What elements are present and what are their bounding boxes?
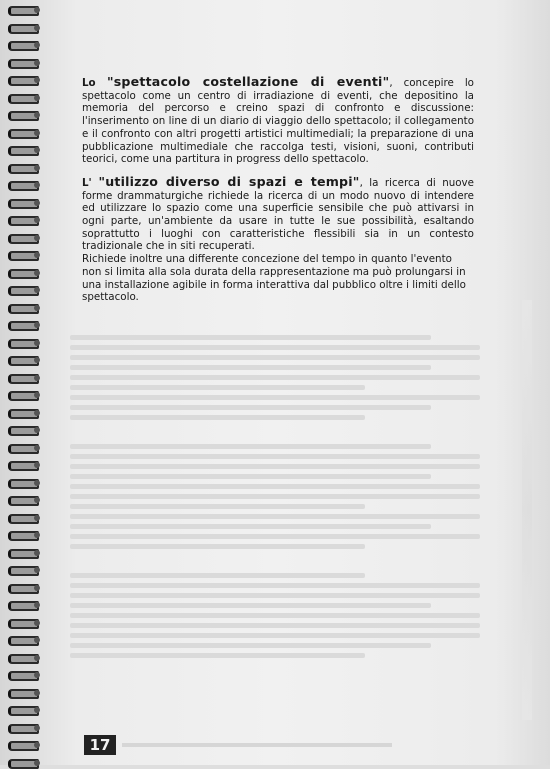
binding-ring [8,76,38,85]
paragraph-lead [82,173,360,189]
binding-ring [8,129,38,138]
binding-ring [8,584,38,593]
binding-ring [8,444,38,453]
binding-ring [8,251,38,260]
footer-rule [122,743,392,747]
binding-ring [8,146,38,155]
binding-ring [8,636,38,645]
paragraph-body: , concepire lo spettacolo come un centro di irradiazione di eventi, che depositino la memoria del percorso e creino spazi di confronto e discussione: l'inserimento on line di un diario di viaggio dello spettacolo; il collegamento e il confronto con altri progetti artistici multimediali; la preparazione di una pubblicazione multimediale che raccolga testi, visioni, suoni, contributi teorici, come una partitura in progress dello spettacolo. [82,77,474,166]
binding-ring [8,409,38,418]
binding-ring [8,566,38,575]
binding-ring [8,461,38,470]
binding-ring [8,41,38,50]
binding-ring [8,24,38,33]
binding-ring [8,164,38,173]
binding-ring [8,356,38,365]
binding-ring [8,321,38,330]
lead-title: "utilizzo diverso di spazi e tempi" [98,173,360,189]
binding-ring [8,199,38,208]
binding-ring [8,724,38,733]
paragraph-lead [82,74,390,89]
binding-ring [8,339,38,348]
paragraph-continuation: Richiede inoltre una differente concezione del tempo in quanto l'evento non si limita alla sola durata della rappresentazione ma può prolungarsi in una installazione agibile in forma interattiva dal pubblico oltre i limiti dello spettacolo. [82,253,466,304]
binding-ring [8,94,38,103]
binding-ring [8,496,38,505]
binding-ring [8,286,38,295]
binding-ring [8,601,38,610]
paragraph-utilizzo-spazi-tempi [82,173,474,304]
binding-ring [8,304,38,313]
page-number: 17 [84,735,116,755]
binding-ring [8,234,38,243]
binding-ring [8,619,38,628]
binding-ring [8,216,38,225]
binding-ring [8,531,38,540]
binding-ring [8,111,38,120]
bleed-through-text [70,330,480,663]
binding-ring [8,374,38,383]
binding-ring [8,59,38,68]
paragraph-body: , la ricerca di nuove forme drammaturgiche richiede la ricerca di un modo nuovo di intendere ed utilizzare lo spazio come una superficie sensibile che può attivarsi in ogni parte, un'ambiente da usare in tutte le sue possibilità, esaltando soprattutto i luoghi con caratteristiche flessibili sia in un contesto tradizionale che in siti recuperati. [82,176,474,253]
binding-ring [8,426,38,435]
binding-ring [8,741,38,750]
page-edge-shadow [522,300,532,720]
lead-title: "spettacolo costellazione di eventi" [106,74,390,89]
lead-prefix: Lo [82,77,107,89]
binding-ring [8,654,38,663]
binding-ring [8,671,38,680]
binding-ring [8,549,38,558]
binding-ring [8,6,38,15]
binding-ring [8,706,38,715]
binding-ring [8,479,38,488]
binding-ring [8,759,38,768]
binding-ring [8,391,38,400]
binding-ring [8,689,38,698]
binding-ring [8,269,38,278]
paragraph-spettacolo-costellazione [82,76,474,166]
lead-prefix: L' [82,176,99,189]
binding-ring [8,181,38,190]
spiral-binding [0,0,46,765]
text-column [82,76,474,304]
binding-ring [8,514,38,523]
